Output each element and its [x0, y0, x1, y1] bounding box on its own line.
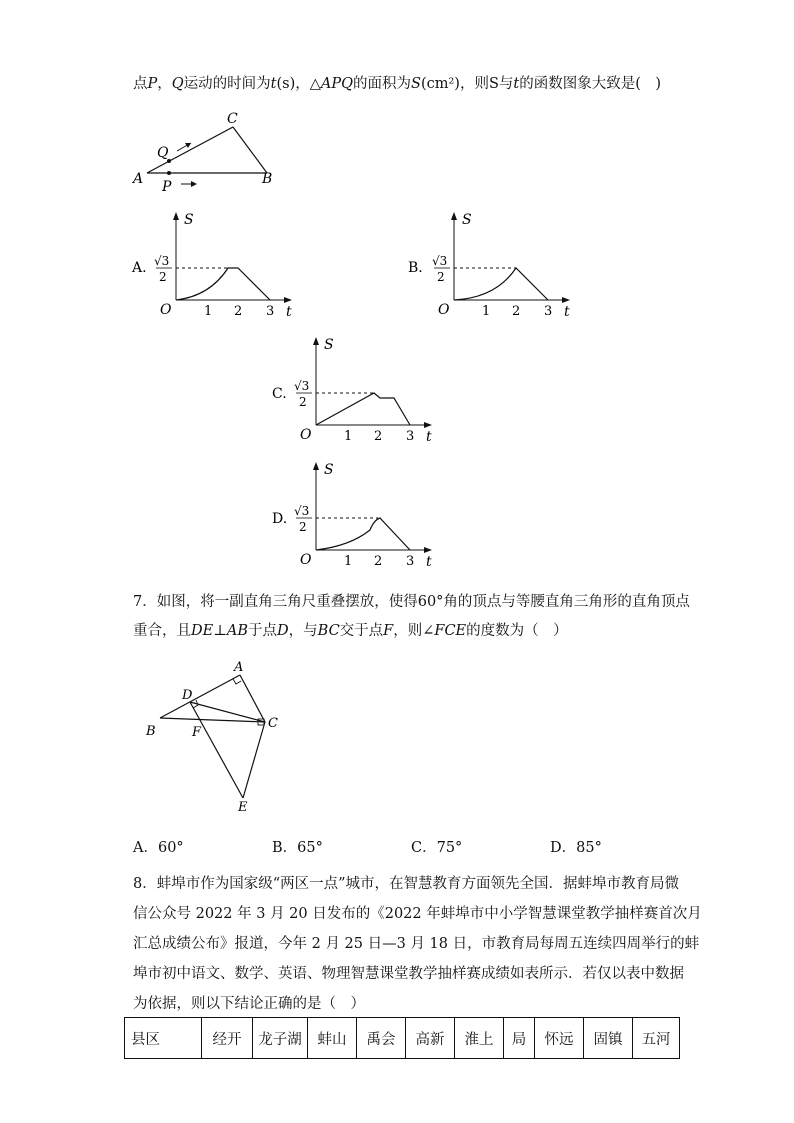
table-header-cell: 蚌山: [308, 1018, 357, 1059]
table-header-cell: 局: [504, 1018, 535, 1059]
label-e: E: [238, 800, 248, 815]
svg-text:2: 2: [512, 304, 521, 319]
label-f: F: [192, 725, 202, 740]
triangle-set-square-figure: [140, 655, 290, 815]
svg-text:2: 2: [374, 429, 383, 444]
svg-text:O: O: [300, 552, 312, 568]
svg-text:2: 2: [374, 554, 383, 569]
y-arrow-icon: [451, 212, 457, 220]
svg-text:1: 1: [344, 429, 353, 444]
q7-choice-b[interactable]: B．65°: [272, 840, 323, 856]
option-a-graph: [130, 210, 300, 322]
segment-ce: [243, 722, 265, 798]
table-header-cell: 高新: [406, 1018, 455, 1059]
svg-text:2: 2: [299, 520, 307, 534]
svg-text:√3: √3: [294, 504, 310, 518]
y-arrow-icon: [313, 462, 319, 470]
y-arrow-icon: [173, 212, 179, 220]
label-b: B: [262, 171, 273, 187]
table-header-cell: 五河: [633, 1018, 680, 1059]
label-c: C: [268, 716, 278, 731]
label-p: P: [162, 179, 172, 195]
option-c-graph: [270, 335, 440, 447]
q8-line-1: 8．蚌埠市作为国家级“两区一点”城市，在智慧教育方面领先全国．据蚌埠市教育局微: [133, 876, 680, 892]
svg-text:√3: √3: [294, 379, 310, 393]
function-curve: [316, 393, 410, 425]
option-letter: C.: [272, 386, 287, 402]
q7-choice-a[interactable]: A．60°: [133, 840, 184, 856]
svg-text:t: t: [564, 304, 570, 320]
label-d: D: [182, 688, 193, 703]
svg-text:t: t: [426, 429, 432, 445]
svg-text:2: 2: [299, 395, 307, 409]
svg-text:S: S: [324, 462, 334, 478]
x-arrow-icon: [562, 297, 570, 303]
svg-text:3: 3: [266, 304, 275, 319]
label-c: C: [227, 111, 238, 127]
q8-line-3: 汇总成绩公布》报道，今年 2 月 25 日—3 月 18 日，市教育局每周五连续四周举行的蚌: [133, 936, 700, 952]
option-letter: B.: [408, 260, 423, 276]
segment-cb: [233, 127, 267, 173]
x-arrow-icon: [424, 547, 432, 553]
segment-bc: [160, 718, 265, 722]
function-curve: [316, 518, 410, 550]
svg-text:3: 3: [544, 304, 553, 319]
svg-text:2: 2: [159, 270, 167, 284]
y-arrow-icon: [313, 337, 319, 345]
table-header-cell: 县区: [125, 1018, 202, 1059]
triangle-apq-figure: [125, 105, 295, 195]
svg-text:3: 3: [406, 554, 415, 569]
svg-text:1: 1: [482, 304, 491, 319]
label-a: A: [133, 171, 144, 187]
svg-text:S: S: [324, 337, 334, 353]
svg-text:2: 2: [234, 304, 243, 319]
label-q: Q: [157, 145, 169, 161]
segment-de: [190, 702, 243, 798]
q8-line-5: 为依据，则以下结论正确的是（ ）: [133, 996, 365, 1012]
option-letter: D.: [272, 511, 288, 527]
svg-text:t: t: [286, 304, 292, 320]
q7-choice-c[interactable]: C．75°: [411, 840, 463, 856]
svg-text:1: 1: [344, 554, 353, 569]
p-arrowhead-icon: [191, 181, 197, 187]
table-header-row: [125, 1018, 680, 1059]
function-curve: [454, 268, 548, 300]
table-header-cell: 淮上: [455, 1018, 504, 1059]
svg-text:√3: √3: [154, 254, 170, 268]
table-header-cell: 禹会: [357, 1018, 406, 1059]
q7-line-2: 重合，且DE⊥AB于点D，与BC交于点F，则∠FCE的度数为（ ）: [133, 623, 568, 639]
option-letter: A.: [132, 260, 147, 276]
table-header-cell: 龙子湖: [253, 1018, 308, 1059]
svg-text:1: 1: [204, 304, 213, 319]
table-header-cell: 固镇: [584, 1018, 633, 1059]
table-header-cell: 经开: [202, 1018, 253, 1059]
svg-text:√3: √3: [432, 254, 448, 268]
svg-text:S: S: [462, 212, 472, 228]
label-a: A: [234, 660, 244, 675]
q7-line-1: 7．如图，将一副直角三角尺重叠摆放，使得60°角的顶点与等腰直角三角形的直角顶点: [133, 594, 690, 610]
q6-stem: 点P，Q运动的时间为t(s)，△APQ的面积为S(cm²)，则S与t的函数图象大致是( ): [133, 76, 662, 92]
point-p: [167, 171, 171, 175]
function-curve: [176, 268, 270, 300]
svg-text:t: t: [426, 554, 432, 570]
q8-line-2: 信公众号 2022 年 3 月 20 日发布的《2022 年蚌埠市中小学智慧课堂教学抽样赛首次月: [133, 906, 702, 922]
segment-ac: [240, 675, 265, 722]
svg-text:2: 2: [437, 270, 445, 284]
q8-line-4: 埠市初中语文、数学、英语、物理智慧课堂教学抽样赛成绩如表所示．若仅以表中数据: [133, 966, 684, 982]
option-d-graph: [270, 460, 440, 572]
option-b-graph: [406, 210, 576, 322]
x-arrow-icon: [284, 297, 292, 303]
right-angle-mark-a: [233, 679, 241, 684]
county-score-table: [124, 1017, 680, 1059]
svg-text:O: O: [438, 302, 450, 318]
svg-text:3: 3: [406, 429, 415, 444]
svg-text:O: O: [300, 427, 312, 443]
svg-text:O: O: [160, 302, 172, 318]
x-arrow-icon: [424, 422, 432, 428]
label-b: B: [146, 724, 156, 739]
q7-choice-d[interactable]: D．85°: [550, 840, 602, 856]
svg-text:S: S: [184, 212, 194, 228]
table-header-cell: 怀远: [535, 1018, 584, 1059]
